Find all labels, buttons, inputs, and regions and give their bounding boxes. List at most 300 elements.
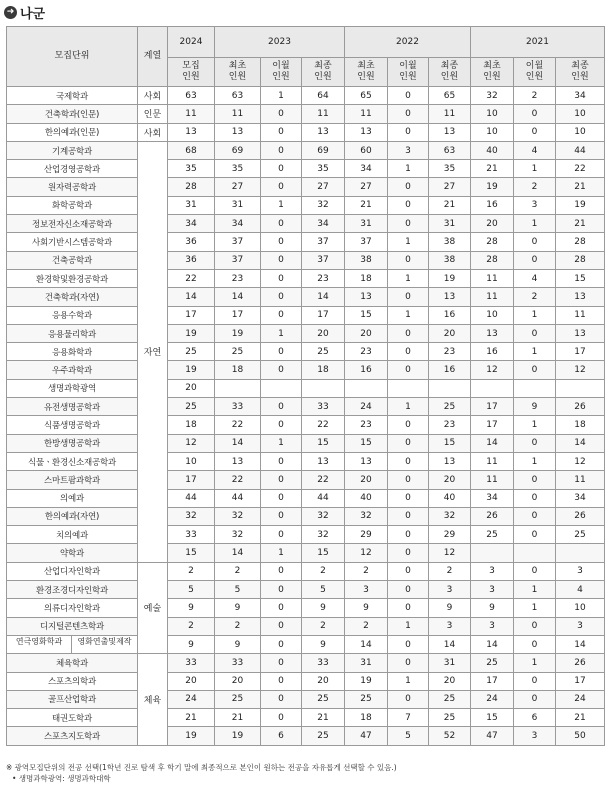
- value-cell: 0: [261, 526, 302, 544]
- table-row: [7, 654, 605, 672]
- value-cell: 15: [345, 434, 388, 452]
- value-cell: 15: [556, 269, 605, 287]
- value-cell: 21: [302, 709, 345, 727]
- value-cell: 25: [215, 343, 261, 361]
- footnote: ※ 광역모집단위의 전공 선택(1학년 진로 탐색 후 학기 말에 최종적으로 본인이 원하는 전공을 자유롭게 선택할 수 있음.): [6, 763, 397, 772]
- value-cell: 9: [215, 635, 261, 653]
- value-cell: 13: [471, 324, 514, 342]
- value-cell: 19: [215, 324, 261, 342]
- value-cell: 17: [471, 672, 514, 690]
- value-cell: 37: [215, 251, 261, 269]
- value-cell: 40: [345, 489, 388, 507]
- table-row: [7, 196, 605, 214]
- value-cell: 38: [429, 233, 471, 251]
- value-cell: 68: [168, 141, 215, 159]
- value-cell: 15: [471, 709, 514, 727]
- value-cell: 1: [514, 306, 556, 324]
- dept-cell: 식품생명공학과: [7, 416, 138, 434]
- dept-cell: 의류디자인학과: [7, 599, 138, 617]
- value-cell: 1: [388, 233, 429, 251]
- value-cell: 35: [429, 160, 471, 178]
- value-cell: 12: [556, 452, 605, 470]
- value-cell: 28: [168, 178, 215, 196]
- dept-cell: 우주과학과: [7, 361, 138, 379]
- value-cell: 44: [168, 489, 215, 507]
- table-row: [7, 617, 605, 635]
- value-cell: 2: [302, 562, 345, 580]
- value-cell: 60: [345, 141, 388, 159]
- value-cell: 17: [556, 343, 605, 361]
- table-row: [7, 489, 605, 507]
- value-cell: 3: [556, 562, 605, 580]
- header-year: 2022: [345, 27, 471, 58]
- value-cell: 15: [345, 306, 388, 324]
- dept-cell: 산업디자인학과: [7, 562, 138, 580]
- value-cell: 14: [215, 434, 261, 452]
- value-cell: 25: [168, 398, 215, 416]
- dept-cell: 화학공학과: [7, 196, 138, 214]
- value-cell: [388, 379, 429, 397]
- value-cell: 63: [429, 141, 471, 159]
- table-row: [7, 690, 605, 708]
- value-cell: 0: [388, 690, 429, 708]
- value-cell: 0: [261, 416, 302, 434]
- value-cell: 0: [388, 654, 429, 672]
- value-cell: 3: [471, 581, 514, 599]
- category-cell: 체육: [138, 654, 168, 745]
- value-cell: 34: [215, 215, 261, 233]
- dept-cell: 체육학과: [7, 654, 138, 672]
- value-cell: 65: [429, 87, 471, 105]
- value-cell: 2: [514, 178, 556, 196]
- value-cell: 25: [429, 709, 471, 727]
- value-cell: 44: [556, 141, 605, 159]
- section-heading: [4, 3, 45, 21]
- header-subcolumn: 최종 인원: [429, 58, 471, 87]
- value-cell: 31: [429, 215, 471, 233]
- value-cell: 11: [471, 452, 514, 470]
- value-cell: 19: [471, 178, 514, 196]
- category-cell: 예술: [138, 562, 168, 653]
- value-cell: 0: [261, 361, 302, 379]
- table-row: [7, 507, 605, 525]
- dept-cell: 환경학및환경공학과: [7, 269, 138, 287]
- value-cell: 0: [261, 581, 302, 599]
- header-subcolumn: 이월 인원: [514, 58, 556, 87]
- value-cell: 25: [302, 343, 345, 361]
- value-cell: 19: [556, 196, 605, 214]
- value-cell: 17: [556, 672, 605, 690]
- value-cell: 0: [388, 544, 429, 562]
- value-cell: 23: [345, 343, 388, 361]
- value-cell: 0: [388, 635, 429, 653]
- value-cell: 11: [429, 105, 471, 123]
- value-cell: 27: [302, 178, 345, 196]
- value-cell: 9: [302, 635, 345, 653]
- value-cell: 1: [261, 544, 302, 562]
- value-cell: 25: [429, 398, 471, 416]
- value-cell: 11: [215, 105, 261, 123]
- value-cell: [345, 379, 388, 397]
- value-cell: 14: [168, 288, 215, 306]
- value-cell: 20: [215, 672, 261, 690]
- value-cell: 14: [215, 544, 261, 562]
- value-cell: 0: [261, 654, 302, 672]
- header-subcolumn: 최종 인원: [302, 58, 345, 87]
- value-cell: 18: [556, 416, 605, 434]
- value-cell: 22: [215, 416, 261, 434]
- value-cell: 33: [215, 654, 261, 672]
- value-cell: 5: [302, 581, 345, 599]
- value-cell: 35: [302, 160, 345, 178]
- table-row: [7, 178, 605, 196]
- value-cell: 32: [215, 507, 261, 525]
- value-cell: 63: [168, 87, 215, 105]
- value-cell: 0: [388, 434, 429, 452]
- table-row: [7, 635, 605, 653]
- value-cell: 0: [388, 196, 429, 214]
- header-subcolumn: 이월 인원: [261, 58, 302, 87]
- arrow-circle-icon: ➜: [4, 6, 17, 19]
- section-title: 나군: [20, 6, 46, 22]
- value-cell: 0: [514, 324, 556, 342]
- value-cell: 0: [388, 562, 429, 580]
- value-cell: 37: [345, 233, 388, 251]
- category-cell: 자연: [138, 141, 168, 562]
- value-cell: 19: [429, 269, 471, 287]
- value-cell: 34: [168, 215, 215, 233]
- value-cell: 19: [345, 672, 388, 690]
- value-cell: 34: [345, 160, 388, 178]
- table-row: [7, 727, 605, 745]
- value-cell: 0: [514, 471, 556, 489]
- value-cell: 11: [471, 288, 514, 306]
- table-row: [7, 215, 605, 233]
- value-cell: 9: [302, 599, 345, 617]
- value-cell: 0: [514, 434, 556, 452]
- value-cell: 0: [261, 507, 302, 525]
- value-cell: 0: [388, 489, 429, 507]
- value-cell: 0: [261, 269, 302, 287]
- dept-cell: 산업경영공학과: [7, 160, 138, 178]
- header-year: 2021: [471, 27, 605, 58]
- value-cell: 0: [514, 251, 556, 269]
- value-cell: 0: [261, 690, 302, 708]
- value-cell: 1: [514, 160, 556, 178]
- value-cell: 12: [429, 544, 471, 562]
- dept-cell: 정보전자신소재공학과: [7, 215, 138, 233]
- value-cell: 33: [302, 398, 345, 416]
- value-cell: 9: [345, 599, 388, 617]
- dept-cell: 디지털콘텐츠학과: [7, 617, 138, 635]
- value-cell: 14: [471, 635, 514, 653]
- value-cell: 20: [168, 672, 215, 690]
- table-row: [7, 544, 605, 562]
- header-category: 계열: [138, 27, 168, 87]
- value-cell: 3: [514, 196, 556, 214]
- value-cell: 25: [168, 343, 215, 361]
- value-cell: 20: [429, 672, 471, 690]
- value-cell: 3: [429, 617, 471, 635]
- value-cell: 31: [345, 654, 388, 672]
- value-cell: 27: [345, 178, 388, 196]
- value-cell: 13: [215, 123, 261, 141]
- value-cell: 10: [168, 452, 215, 470]
- value-cell: 1: [261, 434, 302, 452]
- value-cell: 0: [388, 507, 429, 525]
- value-cell: 13: [429, 123, 471, 141]
- value-cell: 0: [388, 526, 429, 544]
- table-row: [7, 141, 605, 159]
- footnote: • 생명과학광역: 생명과학대학: [12, 774, 111, 783]
- value-cell: 14: [302, 288, 345, 306]
- dept-cell: 건축학과(자연): [7, 288, 138, 306]
- value-cell: 31: [429, 654, 471, 672]
- value-cell: 3: [514, 727, 556, 745]
- value-cell: 13: [345, 288, 388, 306]
- value-cell: 47: [345, 727, 388, 745]
- table-row: [7, 562, 605, 580]
- value-cell: 1: [261, 324, 302, 342]
- table-row: [7, 709, 605, 727]
- value-cell: 13: [429, 452, 471, 470]
- value-cell: 0: [261, 635, 302, 653]
- value-cell: 22: [168, 269, 215, 287]
- value-cell: 19: [168, 361, 215, 379]
- value-cell: 2: [168, 617, 215, 635]
- value-cell: 18: [168, 416, 215, 434]
- value-cell: 69: [215, 141, 261, 159]
- value-cell: 9: [168, 599, 215, 617]
- value-cell: 12: [556, 361, 605, 379]
- dept-cell: 건축공학과: [7, 251, 138, 269]
- value-cell: 31: [345, 215, 388, 233]
- value-cell: 50: [556, 727, 605, 745]
- value-cell: 0: [261, 160, 302, 178]
- table-row: [7, 379, 605, 397]
- value-cell: 0: [388, 581, 429, 599]
- value-cell: 0: [261, 489, 302, 507]
- value-cell: 0: [261, 123, 302, 141]
- value-cell: 0: [261, 215, 302, 233]
- value-cell: 5: [215, 581, 261, 599]
- value-cell: 17: [302, 306, 345, 324]
- table-row: [7, 306, 605, 324]
- value-cell: 2: [345, 562, 388, 580]
- value-cell: 32: [302, 507, 345, 525]
- value-cell: 33: [168, 654, 215, 672]
- value-cell: 14: [556, 434, 605, 452]
- value-cell: 24: [556, 690, 605, 708]
- value-cell: 3: [471, 562, 514, 580]
- value-cell: 34: [556, 489, 605, 507]
- value-cell: 21: [556, 709, 605, 727]
- value-cell: 1: [388, 672, 429, 690]
- value-cell: 9: [168, 635, 215, 653]
- value-cell: 16: [345, 361, 388, 379]
- value-cell: 18: [345, 269, 388, 287]
- header-subcolumn: 최초 인원: [471, 58, 514, 87]
- dept-cell: 환경조경디자인학과: [7, 581, 138, 599]
- value-cell: 5: [168, 581, 215, 599]
- value-cell: 32: [302, 526, 345, 544]
- value-cell: 33: [302, 654, 345, 672]
- value-cell: 16: [429, 306, 471, 324]
- value-cell: 14: [556, 635, 605, 653]
- value-cell: 11: [471, 471, 514, 489]
- dept-cell: 생명과학광역: [7, 379, 138, 397]
- value-cell: 10: [471, 105, 514, 123]
- value-cell: 21: [168, 709, 215, 727]
- value-cell: 20: [345, 324, 388, 342]
- value-cell: 0: [514, 690, 556, 708]
- value-cell: 32: [302, 196, 345, 214]
- value-cell: 20: [429, 324, 471, 342]
- value-cell: 11: [471, 269, 514, 287]
- value-cell: 3: [471, 617, 514, 635]
- value-cell: 3: [429, 581, 471, 599]
- value-cell: 32: [168, 507, 215, 525]
- value-cell: 11: [556, 306, 605, 324]
- value-cell: 34: [471, 489, 514, 507]
- dept-cell: 의예과: [7, 489, 138, 507]
- value-cell: 0: [388, 361, 429, 379]
- dept-cell: 국제학과: [7, 87, 138, 105]
- value-cell: 20: [345, 471, 388, 489]
- value-cell: [514, 379, 556, 397]
- value-cell: 0: [261, 343, 302, 361]
- value-cell: 21: [556, 178, 605, 196]
- value-cell: 14: [345, 635, 388, 653]
- value-cell: 22: [302, 416, 345, 434]
- value-cell: 13: [429, 288, 471, 306]
- value-cell: 47: [471, 727, 514, 745]
- header-subcolumn: 최종 인원: [556, 58, 605, 87]
- value-cell: 0: [514, 123, 556, 141]
- value-cell: 15: [302, 434, 345, 452]
- value-cell: 13: [345, 452, 388, 470]
- value-cell: 16: [471, 196, 514, 214]
- value-cell: 0: [514, 489, 556, 507]
- table-row: [7, 434, 605, 452]
- value-cell: 11: [556, 471, 605, 489]
- table-row: [7, 105, 605, 123]
- value-cell: 37: [302, 251, 345, 269]
- value-cell: [429, 379, 471, 397]
- dept-cell: 스포츠지도학과: [7, 727, 138, 745]
- value-cell: 26: [556, 654, 605, 672]
- value-cell: 13: [345, 123, 388, 141]
- dept-cell: 골프산업학과: [7, 690, 138, 708]
- value-cell: 6: [514, 709, 556, 727]
- value-cell: 1: [514, 581, 556, 599]
- value-cell: 17: [215, 306, 261, 324]
- table-row: [7, 87, 605, 105]
- value-cell: 3: [345, 581, 388, 599]
- dept-cell: 응용화학과: [7, 343, 138, 361]
- value-cell: 0: [261, 288, 302, 306]
- value-cell: 0: [261, 141, 302, 159]
- value-cell: 0: [261, 105, 302, 123]
- value-cell: 26: [556, 507, 605, 525]
- value-cell: 23: [302, 269, 345, 287]
- value-cell: 9: [429, 599, 471, 617]
- value-cell: 36: [168, 233, 215, 251]
- value-cell: 0: [388, 87, 429, 105]
- value-cell: 0: [514, 105, 556, 123]
- value-cell: 18: [215, 361, 261, 379]
- value-cell: 0: [261, 306, 302, 324]
- value-cell: 11: [168, 105, 215, 123]
- value-cell: 12: [471, 361, 514, 379]
- table-row: [7, 269, 605, 287]
- value-cell: 0: [261, 672, 302, 690]
- value-cell: [471, 544, 514, 562]
- value-cell: 25: [556, 526, 605, 544]
- value-cell: 15: [168, 544, 215, 562]
- value-cell: 26: [471, 507, 514, 525]
- value-cell: 38: [345, 251, 388, 269]
- value-cell: 11: [302, 105, 345, 123]
- value-cell: 14: [429, 635, 471, 653]
- value-cell: 0: [514, 526, 556, 544]
- value-cell: 0: [261, 233, 302, 251]
- value-cell: 1: [388, 160, 429, 178]
- value-cell: 33: [215, 398, 261, 416]
- table-row: [7, 251, 605, 269]
- value-cell: 0: [514, 507, 556, 525]
- value-cell: 2: [302, 617, 345, 635]
- value-cell: 6: [261, 727, 302, 745]
- value-cell: 24: [471, 690, 514, 708]
- value-cell: 0: [261, 709, 302, 727]
- value-cell: 0: [261, 178, 302, 196]
- value-cell: 35: [168, 160, 215, 178]
- value-cell: 1: [388, 269, 429, 287]
- value-cell: 65: [345, 87, 388, 105]
- value-cell: 0: [514, 562, 556, 580]
- value-cell: 19: [168, 727, 215, 745]
- dept-cell: 기계공학과: [7, 141, 138, 159]
- value-cell: 64: [302, 87, 345, 105]
- value-cell: 40: [429, 489, 471, 507]
- value-cell: 0: [388, 105, 429, 123]
- table-row: [7, 160, 605, 178]
- value-cell: 12: [345, 544, 388, 562]
- header-unit: 모집단위: [7, 27, 138, 87]
- value-cell: 0: [388, 416, 429, 434]
- value-cell: 28: [471, 233, 514, 251]
- value-cell: 0: [261, 471, 302, 489]
- value-cell: [556, 379, 605, 397]
- value-cell: 35: [215, 160, 261, 178]
- value-cell: 34: [556, 87, 605, 105]
- value-cell: 44: [215, 489, 261, 507]
- value-cell: 2: [345, 617, 388, 635]
- value-cell: 25: [471, 654, 514, 672]
- value-cell: 0: [388, 452, 429, 470]
- value-cell: 20: [168, 379, 215, 397]
- value-cell: 0: [388, 599, 429, 617]
- value-cell: 17: [168, 306, 215, 324]
- value-cell: 10: [556, 123, 605, 141]
- value-cell: 16: [471, 343, 514, 361]
- value-cell: 44: [302, 489, 345, 507]
- value-cell: 25: [429, 690, 471, 708]
- dept-subcell: 영화연출및제작: [77, 636, 132, 646]
- dept-cell: 한방생명공학과: [7, 434, 138, 452]
- value-cell: 1: [261, 196, 302, 214]
